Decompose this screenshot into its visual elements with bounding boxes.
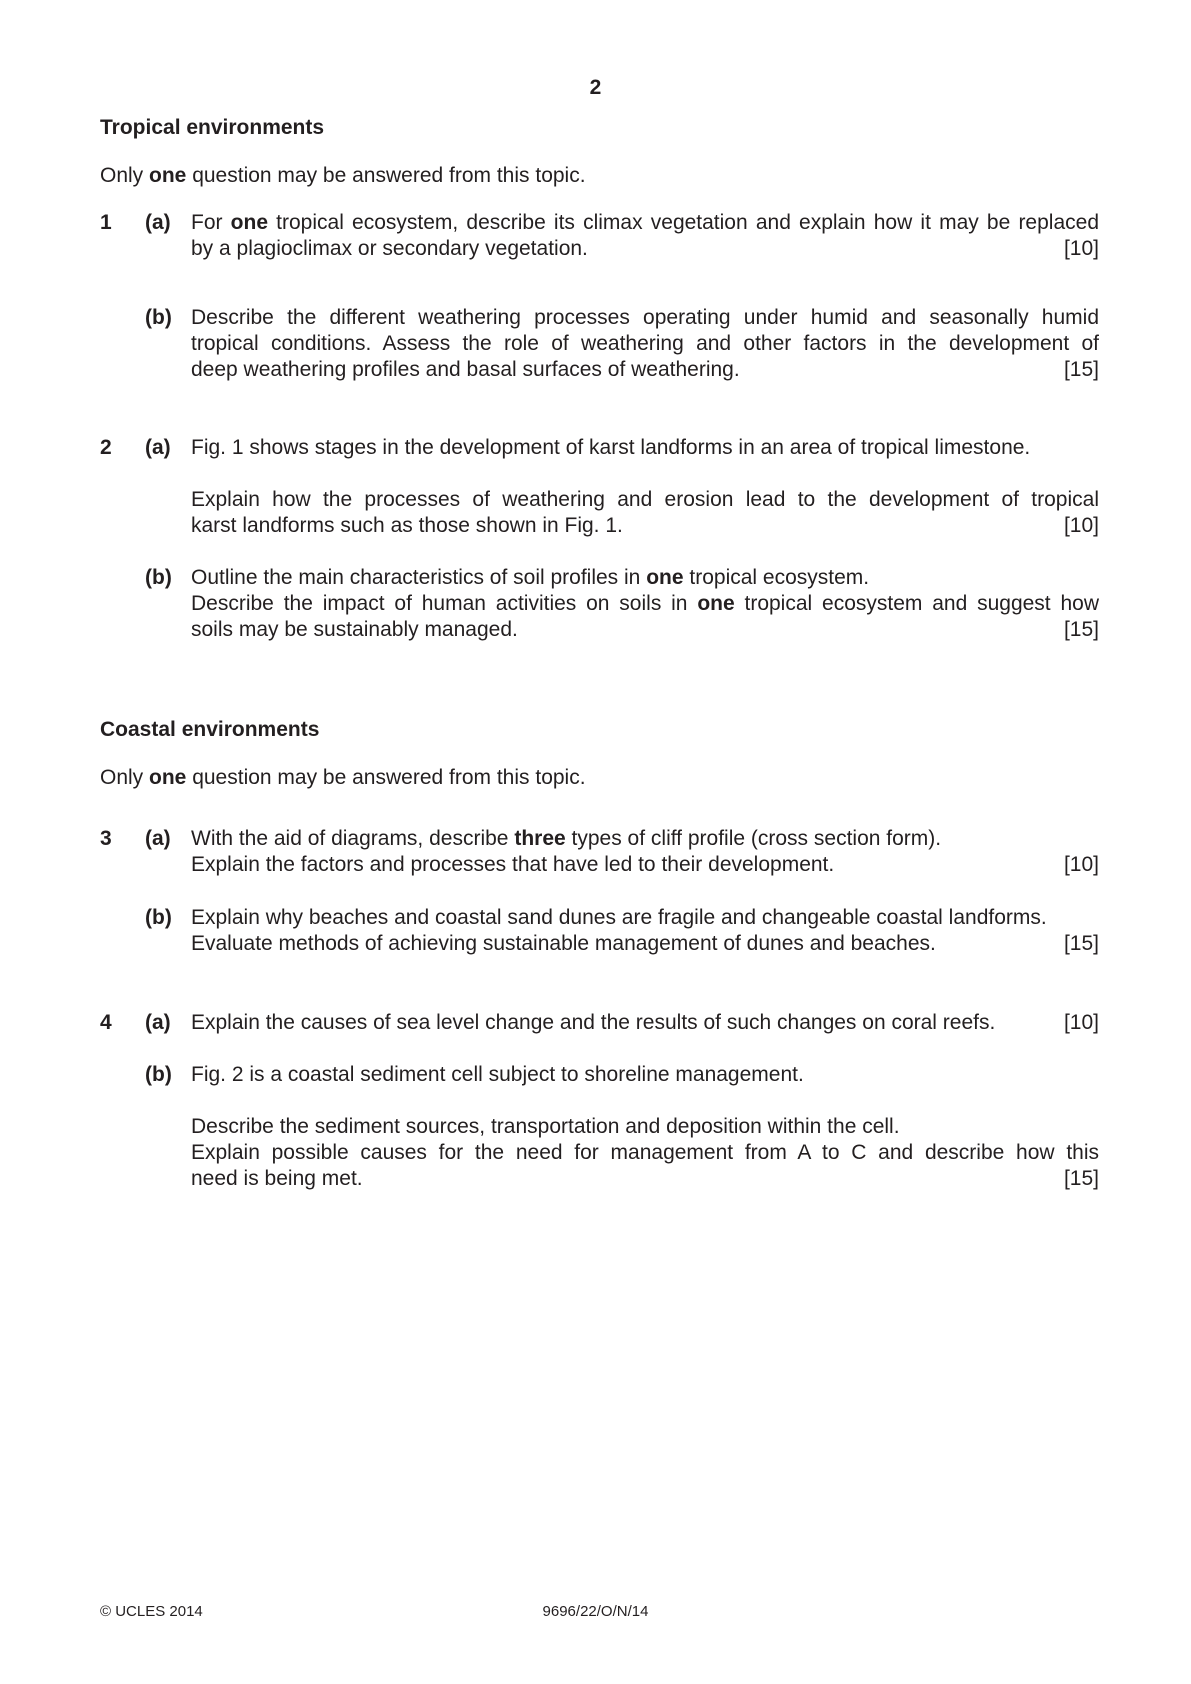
section-intro-coastal: Only one question may be answered from this topic. — [100, 766, 586, 789]
q1b-label: (b) — [145, 306, 172, 329]
q1b-marks: [15] — [1063, 358, 1099, 381]
q3b-marks: [15] — [1063, 932, 1099, 955]
question-number-1: 1 — [100, 211, 112, 234]
q3a-line-1: With the aid of diagrams, describe three types of cliff profile (cross section form). — [191, 827, 942, 850]
q2a-text — [191, 435, 1099, 461]
q2b-text — [191, 565, 1099, 643]
q2b-line-2: Describe the impact of human activities on soils in one tropical ecosystem and suggest how — [191, 592, 1099, 615]
q1a-line-2: by a plagioclimax or secondary vegetation. [10] — [191, 237, 1099, 260]
q2a-line-2: Explain how the processes of weathering and erosion lead to the development of tropical — [191, 488, 1099, 511]
q3b-line-1: Explain why beaches and coastal sand dunes are fragile and changeable coastal landforms. — [191, 906, 1047, 929]
q2b-marks: [15] — [1063, 618, 1099, 641]
q2b-line-1: Outline the main characteristics of soil profiles in one tropical ecosystem. — [191, 566, 870, 589]
q2a-text-continued — [191, 487, 1099, 539]
q3a-line-2: Explain the factors and processes that have led to their development. [10] — [191, 853, 1099, 876]
q3b-line-2: Evaluate methods of achieving sustainable management of dunes and beaches. [15] — [191, 932, 1099, 955]
q4b-text — [191, 1062, 1099, 1088]
q4b-line-2: Describe the sediment sources, transportation and deposition within the cell. — [191, 1115, 900, 1138]
q1a-label: (a) — [145, 211, 171, 234]
q2a-marks: [10] — [1063, 514, 1099, 537]
q1a-marks: [10] — [1063, 237, 1099, 260]
q4b-marks: [15] — [1063, 1167, 1099, 1190]
q1a-line-1: For one tropical ecosystem, describe its climax vegetation and explain how it may be replaced — [191, 211, 1099, 234]
q4a-line-1: Explain the causes of sea level change and the results of such changes on coral reefs. [10] — [191, 1011, 1099, 1034]
footer-paper-code: 9696/22/O/N/14 — [542, 1603, 649, 1620]
q4a-label: (a) — [145, 1011, 171, 1034]
q4a-text — [191, 1010, 1099, 1036]
q1b-text — [191, 305, 1099, 383]
q1a-text — [191, 210, 1099, 262]
question-number-3: 3 — [100, 827, 112, 850]
q3b-text — [191, 905, 1099, 957]
q2a-line-3: karst landforms such as those shown in Fig. 1. [10] — [191, 514, 1099, 537]
q4b-line-1: Fig. 2 is a coastal sediment cell subject to shoreline management. — [191, 1063, 804, 1086]
q3a-text — [191, 826, 1099, 878]
q4b-text-continued — [191, 1114, 1099, 1192]
section-heading-tropical: Tropical environments — [100, 116, 325, 139]
question-number-4: 4 — [100, 1011, 112, 1034]
section-heading-coastal: Coastal environments — [100, 718, 320, 741]
q2b-label: (b) — [145, 566, 172, 589]
section-intro-tropical: Only one question may be answered from this topic. — [100, 164, 586, 187]
q2a-label: (a) — [145, 436, 171, 459]
q4b-label: (b) — [145, 1063, 172, 1086]
footer-copyright: © UCLES 2014 — [100, 1603, 203, 1620]
q4b-line-3: Explain possible causes for the need for management from A to C and describe how this — [191, 1141, 1099, 1164]
question-number-2: 2 — [100, 436, 112, 459]
q4b-line-4: need is being met. [15] — [191, 1167, 1099, 1190]
q2a-line-1: Fig. 1 shows stages in the development of karst landforms in an area of tropical limestone. — [191, 436, 1031, 459]
q3a-marks: [10] — [1063, 853, 1099, 876]
q1b-line-3: deep weathering profiles and basal surfaces of weathering. [15] — [191, 358, 1099, 381]
q3b-label: (b) — [145, 906, 172, 929]
q2b-line-3: soils may be sustainably managed. [15] — [191, 618, 1099, 641]
q1b-line-1: Describe the different weathering processes operating under humid and seasonally humid — [191, 306, 1099, 329]
page-number: 2 — [589, 76, 602, 99]
q3a-label: (a) — [145, 827, 171, 850]
q4a-marks: [10] — [1063, 1011, 1099, 1034]
q1b-line-2: tropical conditions. Assess the role of weathering and other factors in the development of — [191, 332, 1099, 355]
